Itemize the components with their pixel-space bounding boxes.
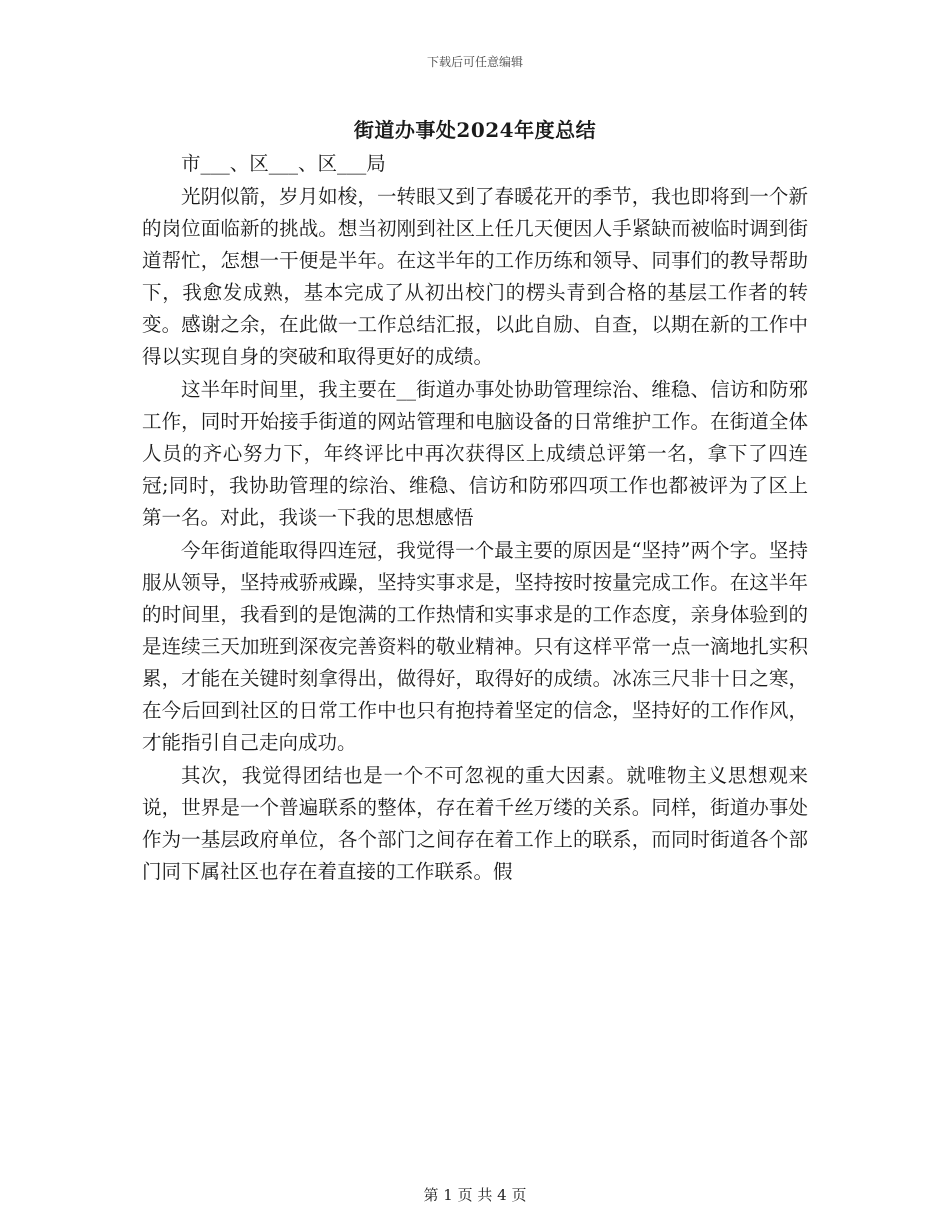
paragraph-1: 光阴似箭，岁月如梭，一转眼又到了春暖花开的季节，我也即将到一个新的岗位面临新的挑战。想当初刚到社区上任几天便因人手紧缺而被临时调到街道帮忙，怎想一干便是半年。在这半年的工作历练和领导、同事们的教导帮助下，我愈发成熟，基本完成了从初出校门的楞头青到合格的基层工作者的转变。感谢之余，在此做一工作总结汇报，以此自励、自查，以期在新的工作中得以实现自身的突破和取得更好的成绩。 — [142, 185, 808, 368]
document-body — [142, 148, 808, 888]
header-note: 下载后可任意编辑 — [426, 55, 523, 69]
paragraph-2: 这半年时间里，我主要在__街道办事处协助管理综治、维稳、信访和防邪工作，同时开始接手街道的网站管理和电脑设备的日常维护工作。在街道全体人员的齐心努力下，年终评比中再次获得区上成绩总评第一名，拿下了四连冠;同时，我协助管理的综治、维稳、信访和防邪四项工作也都被评为了区上第一名。对此，我谈一下我的思想感悟 — [142, 378, 808, 529]
paragraph-4: 其次，我觉得团结也是一个不可忽视的重大因素。就唯物主义思想观来说，世界是一个普遍联系的整体，存在着千丝万缕的关系。同样，街道办事处作为一基层政府单位，各个部门之间存在着工作上的联系，而同时街道各个部门同下属社区也存在着直接的工作联系。假 — [142, 764, 808, 883]
salutation: 市___、区___、区___局 — [181, 152, 386, 175]
document-title: 街道办事处2024年度总结 — [353, 118, 597, 142]
paragraph-3: 今年街道能取得四连冠，我觉得一个最主要的原因是“坚持”两个字。坚持服从领导，坚持戒骄戒躁，坚持实事求是，坚持按时按量完成工作。在这半年的时间里，我看到的是饱满的工作热情和实事求是的工作态度，亲身体验到的是连续三天加班到深夜完善资料的敬业精神。只有这样平常一点一滴地扎实积累，才能在关键时刻拿得出，做得好，取得好的成绩。冰冻三尺非十日之寒，在今后回到社区的日常工作中也只有抱持着坚定的信念，坚持好的工作作风，才能指引自己走向成功。 — [142, 539, 808, 754]
page-footer: 第 1 页 共 4 页 — [423, 1186, 527, 1204]
